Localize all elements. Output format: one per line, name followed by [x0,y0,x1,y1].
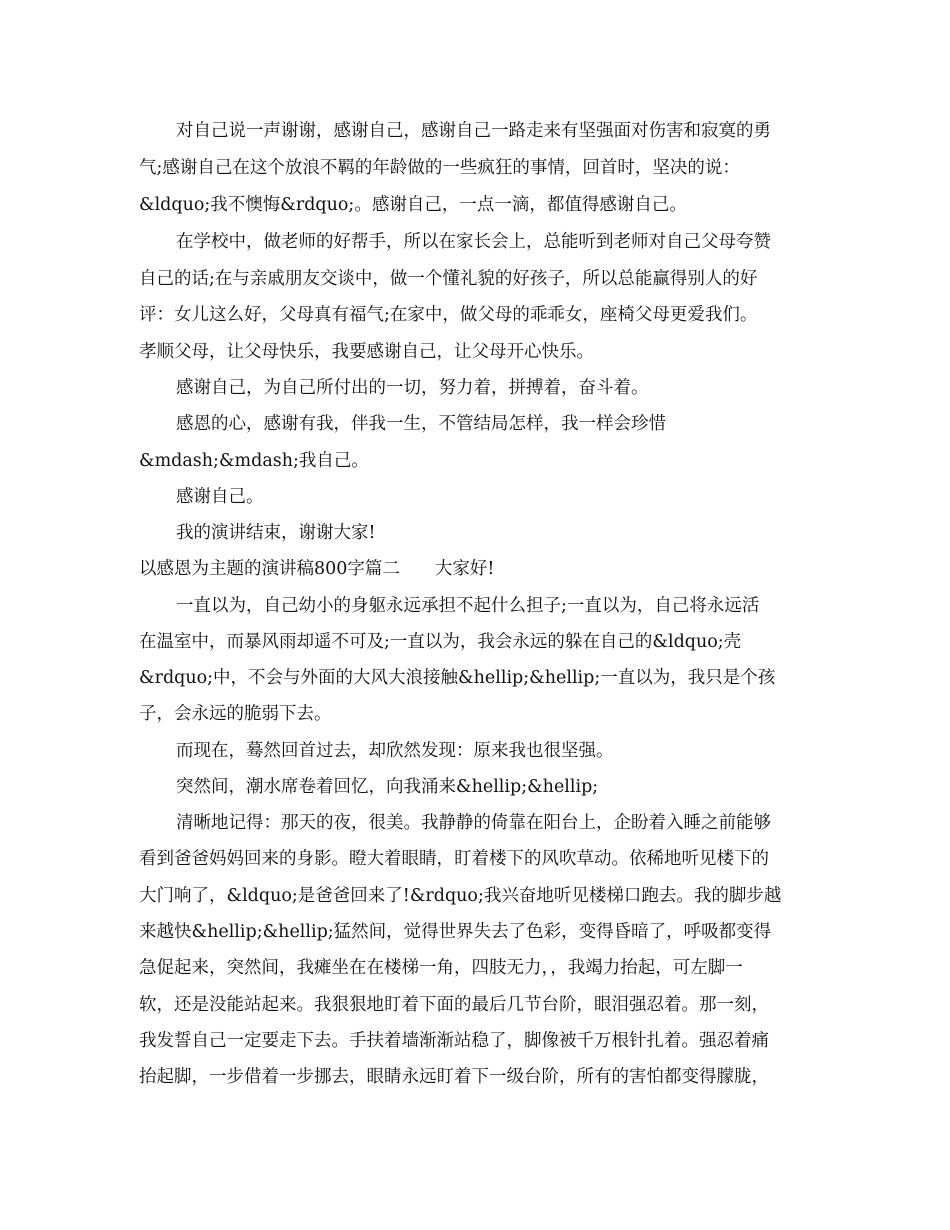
text-line: 我的演讲结束，谢谢大家! [176,523,376,543]
text-line: 感恩的心，感谢有我，伴我一生，不管结局怎样，我一样会珍惜 [176,414,666,434]
text-line: &ldquo;我不懊悔&rdquo;。感谢自己，一点一滴，都值得感谢自己。 [139,195,687,215]
section-heading: 以感恩为主题的演讲稿800字篇二 大家好! [139,559,495,579]
text-line: 气;感谢自己在这个放浪不羁的年龄做的一些疯狂的事情，回首时，坚决的说： [139,158,740,178]
text-line: 而现在，蓦然回首过去，却欣然发现：原来我也很坚强。 [176,741,614,761]
text-line: 自己的话;在与亲戚朋友交谈中，做一个懂礼貌的好孩子，所以总能赢得别人的好 [139,269,758,289]
text-line: 抬起脚，一步借着一步挪去，眼睛永远盯着下一级台阶，所有的害怕都变得朦胧， [139,1067,769,1087]
text-line: 子，会永远的脆弱下去。 [139,704,332,724]
text-line: 我发誓自己一定要走下去。手扶着墙渐渐站稳了，脚像被千万根针扎着。强忍着痛 [139,1031,769,1051]
text-line: 孝顺父母，让父母快乐，我要感谢自己，让父母开心快乐。 [139,342,594,362]
text-line: 一直以为，自己幼小的身躯永远承担不起什么担子;一直以为，自己将永远活 [176,596,760,616]
text-line: 对自己说一声谢谢，感谢自己，感谢自己一路走来有坚强面对伤害和寂寞的勇 [176,121,771,141]
text-line: 软，还是没能站起来。我狠狠地盯着下面的最后几节台阶，眼泪强忍着。那一刻， [139,995,769,1015]
text-line: 看到爸爸妈妈回来的身影。瞪大着眼睛，盯着楼下的风吹草动。依稀地听见楼下的 [139,849,769,869]
text-line: &mdash;&mdash;我自己。 [139,451,369,471]
text-line: 大门响了，&ldquo;是爸爸回来了!&rdquo;我兴奋地听见楼梯口跑去。我的脚步越 [139,886,782,906]
text-line: 急促起来，突然间，我瘫坐在在楼梯一角，四肢无力，，我竭力抬起，可左脚一 [139,958,743,978]
text-line: 评：女儿这么好，父母真有福气;在家中，做父母的乖乖女，座椅父母更爱我们。 [139,305,758,325]
text-line: 感谢自己，为自己所付出的一切，努力着，拼搏着，奋斗着。 [176,378,649,398]
text-line: 在温室中，而暴风雨却遥不可及;一直以为，我会永远的躲在自己的&ldquo;壳 [139,632,742,652]
text-line: 清晰地记得：那天的夜，很美。我静静的倚靠在阳台上，企盼着入睡之前能够 [176,813,771,833]
text-line: 突然间，潮水席卷着回忆，向我涌来&hellip;&hellip; [176,777,599,797]
text-line: 在学校中，做老师的好帮手，所以在家长会上，总能听到老师对自己父母夸赞 [176,232,771,252]
text-line: 感谢自己。 [176,487,264,507]
text-line: &rdquo;中，不会与外面的大风大浪接触&hellip;&hellip;一直以为，我只是个孩 [139,668,776,688]
text-line: 来越快&hellip;&hellip;猛然间，觉得世界失去了色彩，变得昏暗了，呼吸都变得 [139,922,772,942]
